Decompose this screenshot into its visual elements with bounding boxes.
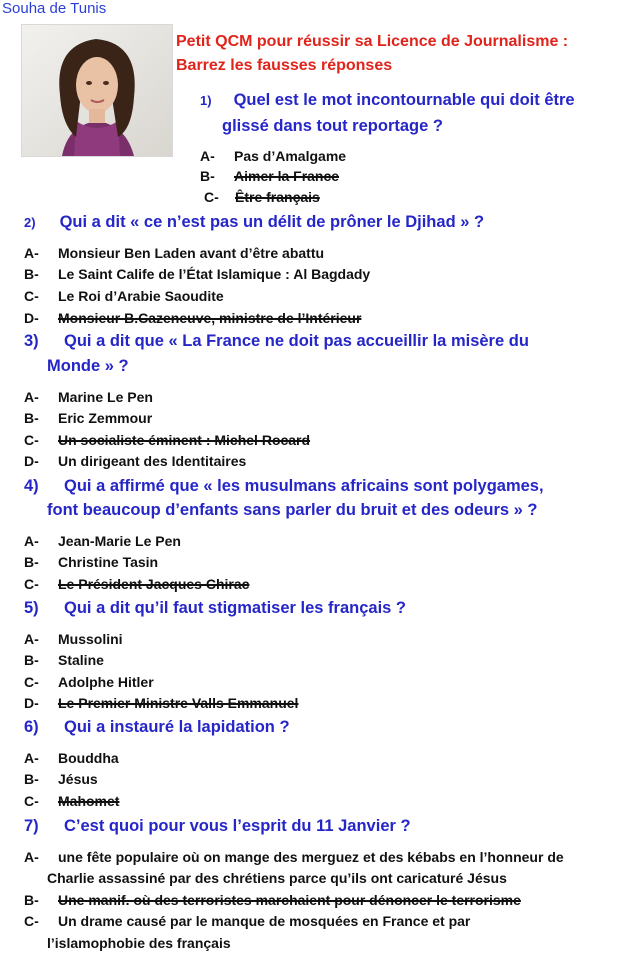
question-3-line-1: 3) Qui a dit que « La France ne doit pas accueillir la misère du: [24, 332, 529, 350]
question-3-answer-d: D- Un dirigeant des Identitaires: [24, 453, 247, 469]
question-4-answer-b: B- Christine Tasin: [24, 554, 159, 570]
intro-line-1: Petit QCM pour réussir sa Licence de Journalisme :: [176, 33, 569, 50]
question-4-answer-a: A- Jean-Marie Le Pen: [24, 533, 181, 549]
question-7-answer-b: B- Une manif. où des terroristes marchaient pour dénoncer le terrorisme: [24, 892, 521, 908]
question-1-answer-c: C- Être français: [204, 189, 320, 205]
intro-line-2: Barrez les fausses réponses: [176, 57, 393, 74]
question-4-line-2: font beaucoup d’enfants sans parler du bruit et des odeurs » ?: [47, 501, 538, 519]
question-6-answer-c: C- Mahomet: [24, 793, 120, 809]
question-6: 6) Qui a instauré la lapidation ?: [24, 718, 290, 736]
question-5-answer-b: B- Staline: [24, 652, 104, 668]
question-2-answer-c: C- Le Roi d’Arabie Saoudite: [24, 288, 224, 304]
question-5-answer-c: C- Adolphe Hitler: [24, 674, 154, 690]
question-1-answer-b: B- Aimer la France: [200, 168, 340, 184]
question-3-answer-c: C- Un socialiste éminent : Michel Rocard: [24, 432, 311, 448]
question-3-answer-a: A- Marine Le Pen: [24, 389, 153, 405]
question-5: 5) Qui a dit qu’il faut stigmatiser les français ?: [24, 599, 406, 617]
question-7-answer-a-cont: Charlie assassiné par des chrétiens parce qu’ils ont caricaturé Jésus: [47, 870, 507, 886]
question-2-answer-a: A- Monsieur Ben Laden avant d’être abattu: [24, 245, 325, 261]
question-6-answer-b: B- Jésus: [24, 771, 98, 787]
question-3-line-2: Monde » ?: [47, 357, 129, 375]
question-7-answer-c: C- Un drame causé par le manque de mosquées en France et par: [24, 913, 471, 929]
question-5-answer-d: D- Le Premier Ministre Valls Emmanuel: [24, 695, 299, 711]
question-7: 7) C’est quoi pour vous l’esprit du 11 Janvier ?: [24, 817, 411, 835]
question-7-answer-c-cont: l’islamophobie des français: [47, 935, 231, 951]
question-4-answer-c: C- Le Président Jacques Chirac: [24, 576, 250, 592]
question-4-line-1: 4) Qui a affirmé que « les musulmans africains sont polygames,: [24, 477, 544, 495]
question-2-answer-b: B- Le Saint Calife de l’État Islamique : Al Bagdady: [24, 266, 371, 282]
question-1-line-2: glissé dans tout reportage ?: [222, 117, 443, 135]
portrait-photo: [21, 24, 173, 157]
question-1-answer-a: A- Pas d’Amalgame: [200, 148, 347, 164]
question-2-answer-d: D- Monsieur B.Cazeneuve, ministre de l’Intérieur: [24, 310, 362, 326]
question-5-answer-a: A- Mussolini: [24, 631, 123, 647]
question-2: 2) Qui a dit « ce n’est pas un délit de prôner le Djihad » ?: [24, 213, 485, 231]
author-name: Souha de Tunis: [2, 0, 107, 17]
question-7-answer-a: A- une fête populaire où on mange des merguez et des kébabs en l’honneur de: [24, 849, 564, 865]
question-6-answer-a: A- Bouddha: [24, 750, 119, 766]
question-1-line-1: 1) Quel est le mot incontournable qui doit être: [200, 91, 575, 109]
question-3-answer-b: B- Eric Zemmour: [24, 410, 153, 426]
